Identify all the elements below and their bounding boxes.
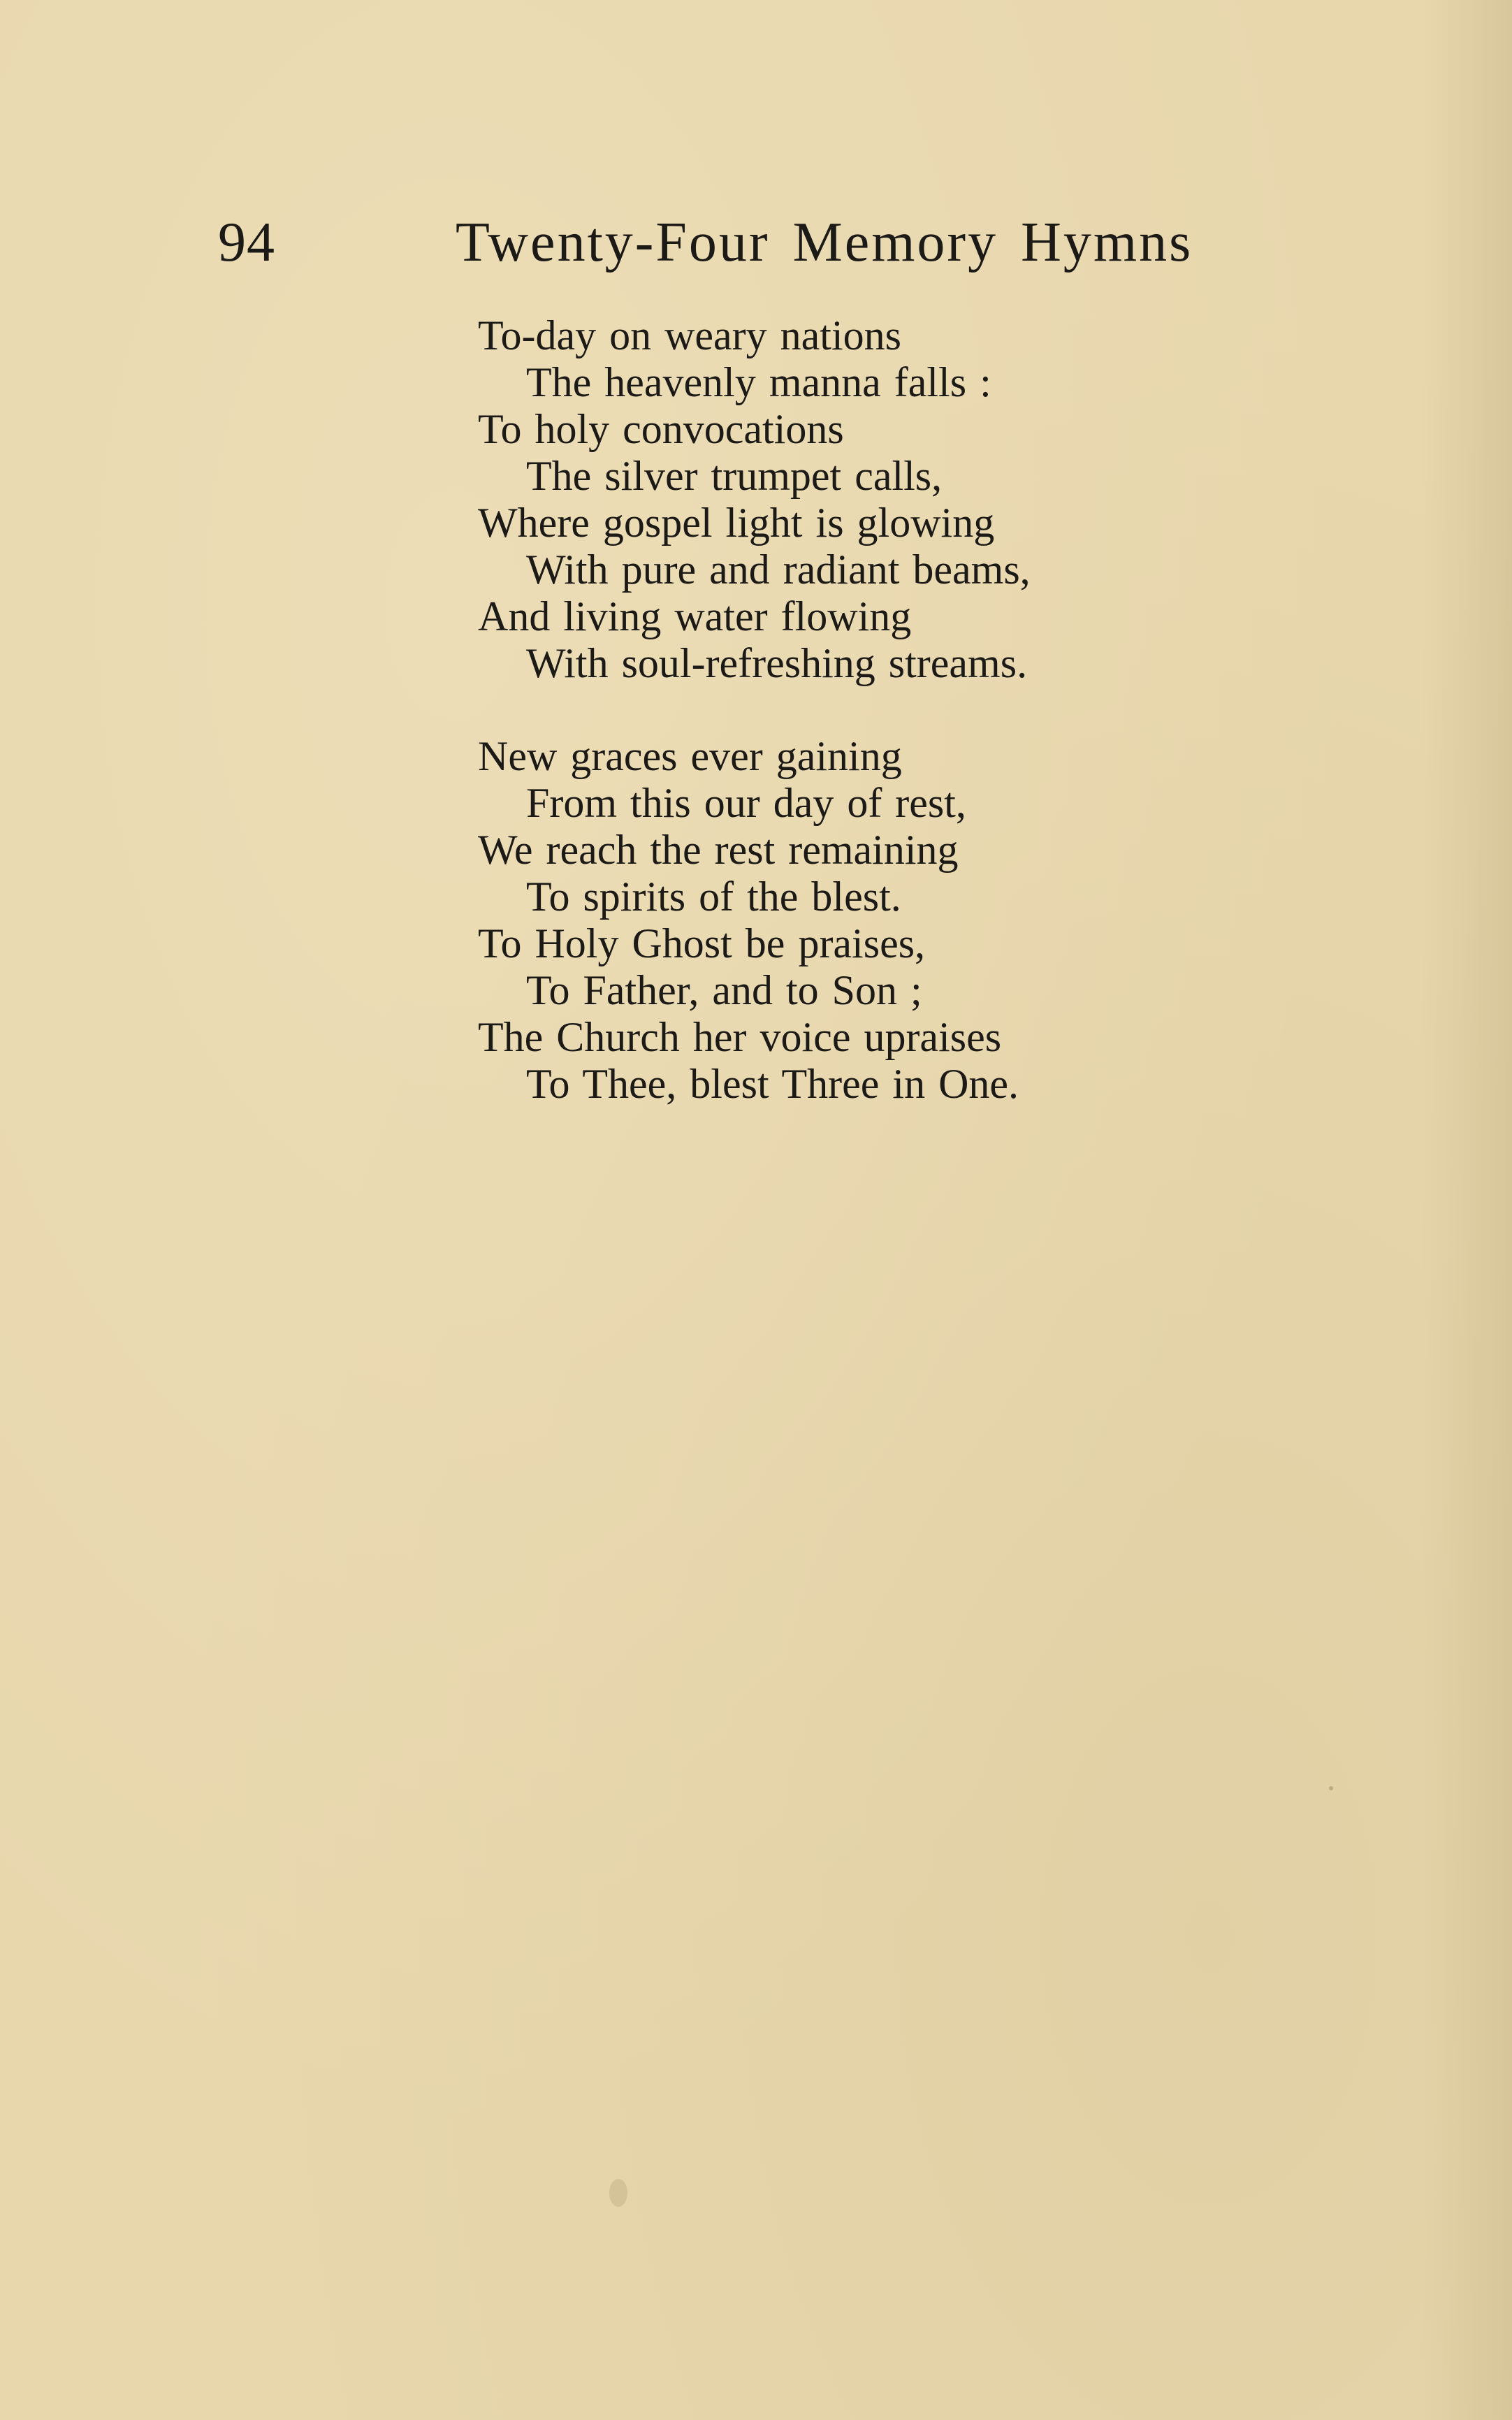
verse-line: New graces ever gaining bbox=[478, 733, 902, 779]
verse-line: To Holy Ghost be praises, bbox=[478, 920, 926, 966]
paper-speck bbox=[609, 2179, 627, 2207]
verse-line: The Church her voice upraises bbox=[478, 1014, 1002, 1060]
paper-speck bbox=[1329, 1786, 1333, 1790]
running-title: Twenty-Four Memory Hymns bbox=[456, 212, 1193, 273]
stanza-1 bbox=[478, 312, 1246, 687]
verse-line: To spirits of the blest. bbox=[526, 874, 901, 920]
verse-line: And living water flowing bbox=[478, 593, 912, 639]
verse-line: Where gospel light is glowing bbox=[478, 500, 995, 546]
verse-line: The silver trumpet calls, bbox=[526, 453, 943, 499]
verse-line: To holy convocations bbox=[478, 406, 844, 452]
running-head bbox=[218, 204, 1210, 281]
poem bbox=[478, 312, 1246, 1154]
verse-line: To Father, and to Son ; bbox=[526, 967, 922, 1013]
stanza-2 bbox=[478, 733, 1246, 1108]
verse-line: With pure and radiant beams, bbox=[526, 546, 1031, 593]
verse-line: We reach the rest remaining bbox=[478, 827, 959, 873]
verse-line: To Thee, blest Three in One. bbox=[526, 1061, 1019, 1107]
verse-line: From this our day of rest, bbox=[526, 780, 966, 826]
verse-line: To-day on weary nations bbox=[478, 312, 901, 358]
verse-line: The heavenly manna falls : bbox=[526, 359, 991, 405]
page-number: 94 bbox=[218, 212, 275, 273]
verse-line: With soul-refreshing streams. bbox=[526, 640, 1028, 686]
